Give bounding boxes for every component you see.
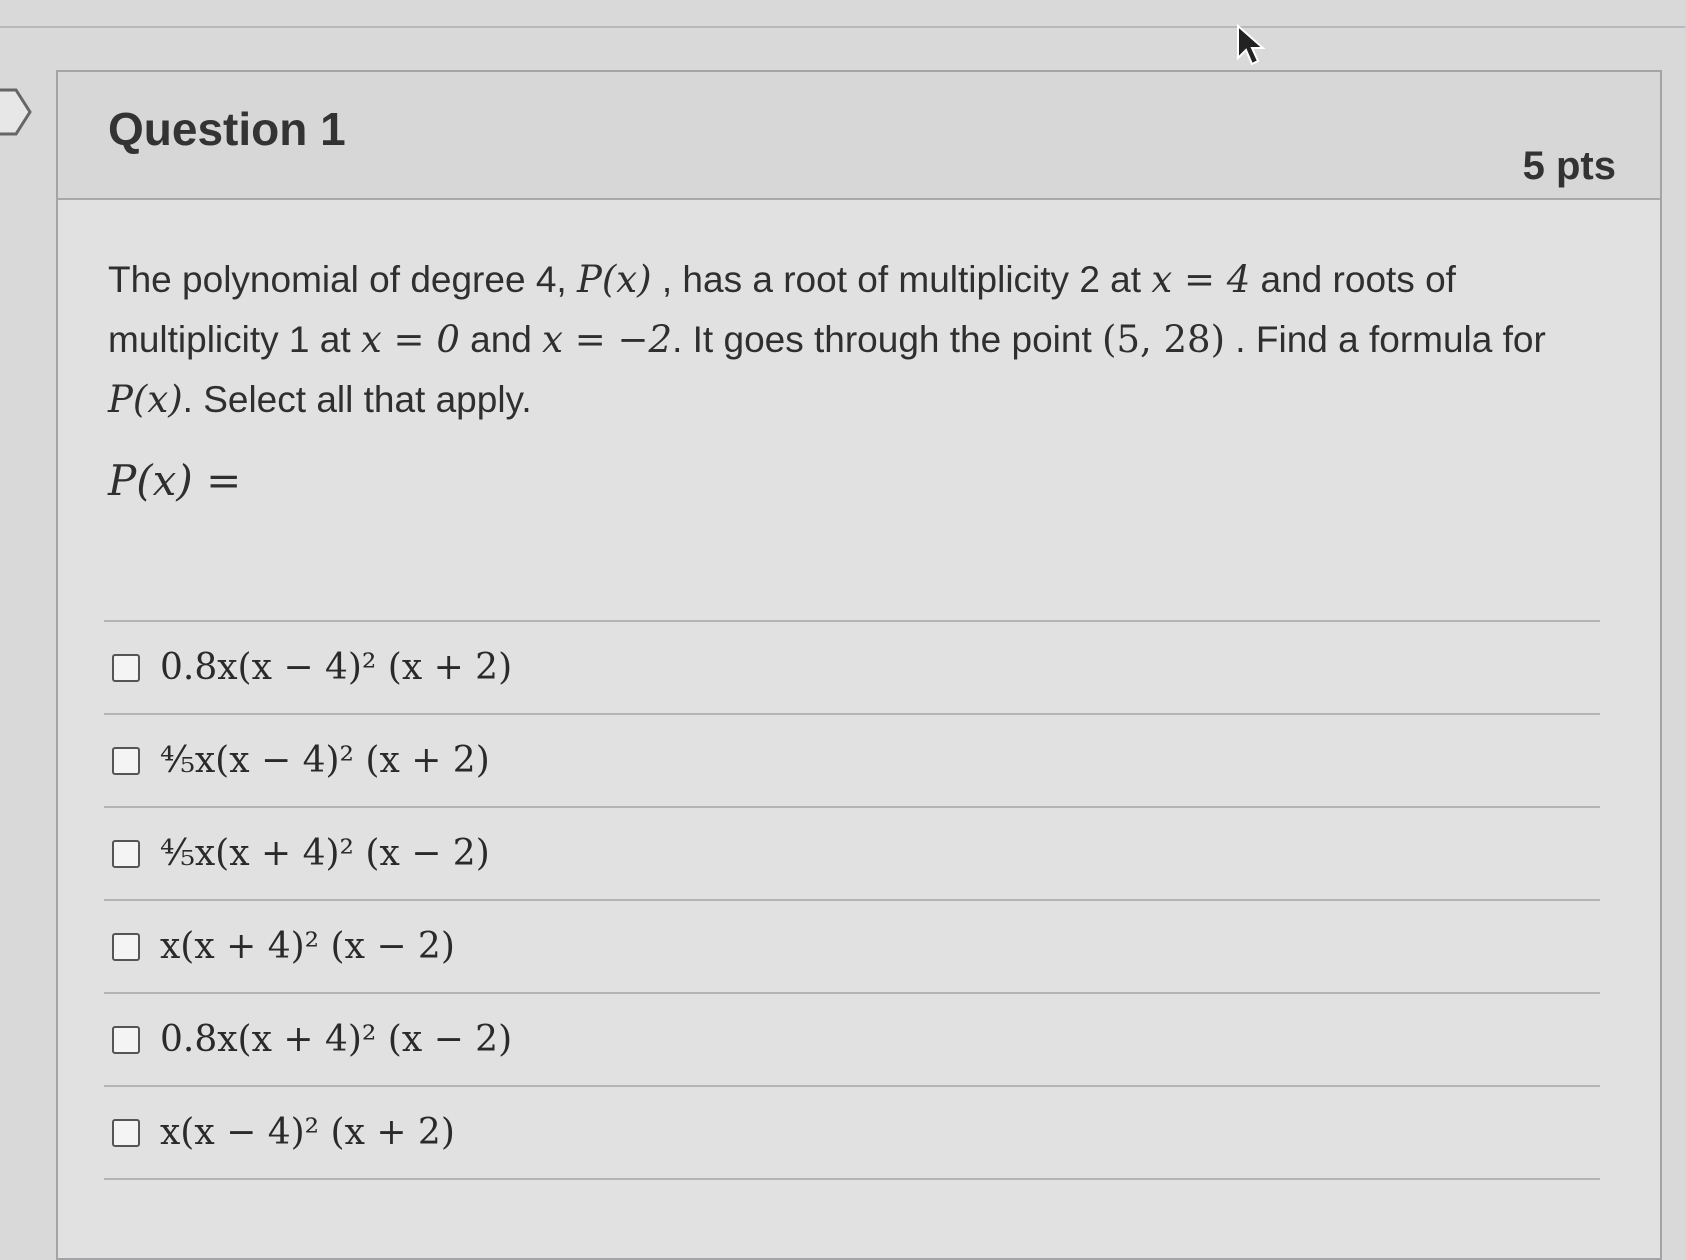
root-zero: x = 0 (360, 318, 460, 361)
answer-label: 0.8x(x − 4)² (x + 2) (160, 647, 513, 688)
polynomial-name: P(x) (576, 258, 652, 301)
question-text-part: . It goes through the point (672, 319, 1103, 360)
answer-checkbox[interactable] (112, 840, 140, 868)
answer-label: ⁴⁄₅x(x − 4)² (x + 2) (160, 740, 490, 781)
answer-checkbox[interactable] (112, 1026, 140, 1054)
answer-choice[interactable] (104, 901, 1600, 994)
answer-prompt: P(x) = (108, 456, 242, 505)
answer-label: x(x + 4)² (x − 2) (160, 926, 455, 967)
polynomial-name: P(x) (108, 378, 183, 421)
question-flag-icon[interactable] (0, 88, 32, 136)
window-divider (0, 26, 1685, 28)
answer-choice[interactable] (104, 715, 1600, 808)
answer-label: 0.8x(x + 4)² (x − 2) (160, 1019, 513, 1060)
answer-checkbox[interactable] (112, 747, 140, 775)
question-card (56, 70, 1662, 1260)
mouse-pointer-icon (1236, 24, 1266, 68)
answer-choice[interactable] (104, 622, 1600, 715)
given-point: (5, 28) (1102, 318, 1226, 361)
answer-checkbox[interactable] (112, 654, 140, 682)
question-header (58, 72, 1660, 200)
answer-choice[interactable] (104, 1087, 1600, 1180)
answer-label: ⁴⁄₅x(x + 4)² (x − 2) (160, 833, 490, 874)
question-text-part: The polynomial of degree 4, (108, 259, 577, 300)
root-four: x = 4 (1151, 258, 1251, 301)
answer-checkbox[interactable] (112, 933, 140, 961)
question-title: Question 1 (108, 103, 346, 155)
question-points: 5 pts (1522, 144, 1616, 188)
question-text-part: and (459, 319, 543, 360)
question-text-part: . Select all that apply. (182, 379, 532, 420)
question-text-part: and roots of multiplicity 1 at (108, 259, 1456, 360)
answer-checkbox[interactable] (112, 1119, 140, 1147)
answer-choice[interactable] (104, 994, 1600, 1087)
question-text-part: , has a root of multiplicity 2 at (651, 259, 1152, 300)
question-text (108, 250, 1588, 430)
answer-choice-list (104, 620, 1600, 1180)
answer-label: x(x − 4)² (x + 2) (160, 1112, 455, 1153)
root-negative-two: x = −2 (542, 318, 673, 361)
answer-choice[interactable] (104, 808, 1600, 901)
question-text-part: . Find a formula for (1225, 319, 1546, 360)
